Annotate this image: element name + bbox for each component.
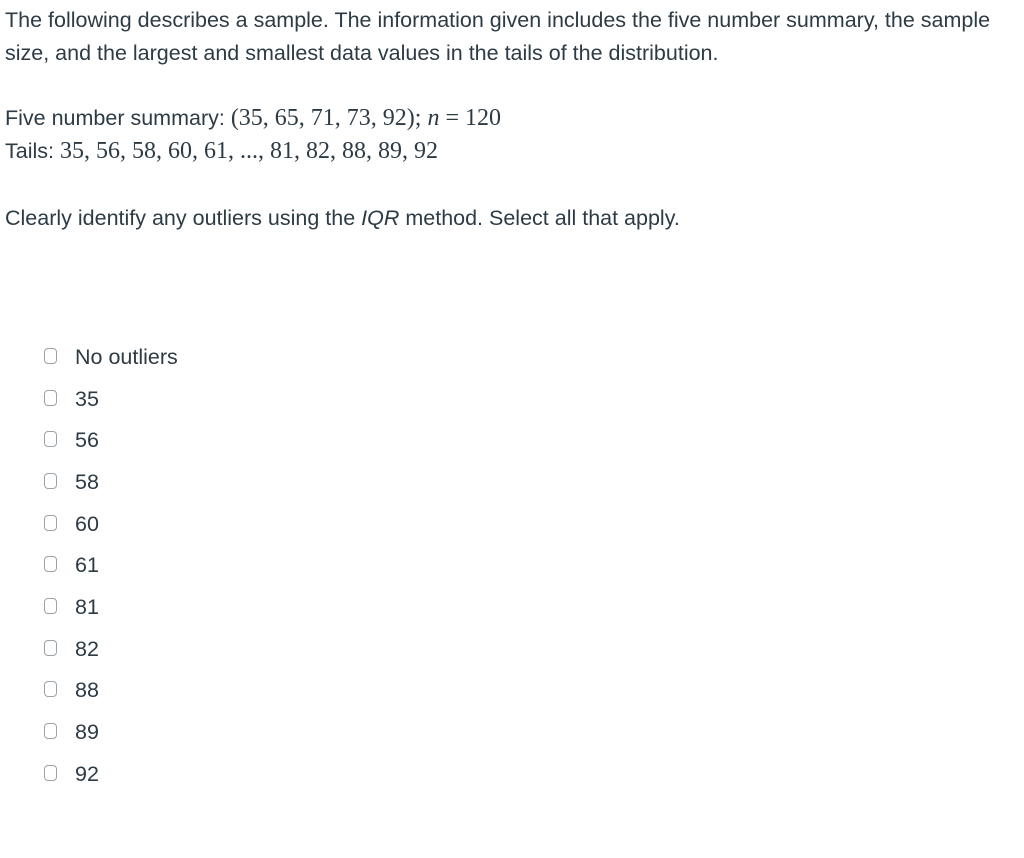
n-equals: = 120: [439, 105, 501, 131]
answer-label: 56: [75, 428, 99, 453]
answer-label: 58: [75, 469, 99, 494]
answer-option[interactable]: [44, 461, 178, 503]
checkbox[interactable]: [44, 681, 57, 697]
answer-label: 81: [75, 594, 99, 619]
checkbox[interactable]: [44, 473, 57, 489]
answer-option[interactable]: [44, 419, 178, 461]
instruction-suffix: method. Select all that apply.: [399, 206, 680, 230]
answer-label: 61: [75, 553, 99, 578]
answer-label: 92: [75, 761, 99, 786]
instruction-prefix: Clearly identify any outliers using the: [5, 206, 362, 230]
answer-option[interactable]: [44, 503, 178, 545]
five-number-label: Five number summary:: [5, 106, 231, 130]
tails-values: 35, 56, 58, 60, 61, ..., 81, 82, 88, 89, 92: [59, 138, 438, 164]
answer-option[interactable]: [44, 753, 178, 795]
checkbox[interactable]: [44, 765, 57, 781]
answer-list: [44, 336, 178, 795]
answer-option[interactable]: [44, 628, 178, 670]
instruction: [5, 202, 1005, 235]
answer-label: No outliers: [75, 344, 178, 369]
answer-label: 60: [75, 511, 99, 536]
instruction-iqr: IQR: [361, 206, 400, 230]
answer-option[interactable]: [44, 378, 178, 420]
tails-line: [5, 135, 1005, 168]
checkbox[interactable]: [44, 390, 57, 406]
answer-label: 88: [75, 678, 99, 703]
answer-option[interactable]: [44, 544, 178, 586]
checkbox[interactable]: [44, 515, 57, 531]
five-number-values: (35, 65, 71, 73, 92);: [230, 105, 422, 131]
answer-option[interactable]: [44, 336, 178, 378]
answer-label: 89: [75, 720, 99, 745]
checkbox[interactable]: [44, 348, 57, 364]
checkbox[interactable]: [44, 556, 57, 572]
answer-option[interactable]: [44, 711, 178, 753]
answer-label: 35: [75, 386, 99, 411]
five-number-summary: [5, 102, 1005, 135]
question-intro: The following describes a sample. The information given includes the five number summary, the sample size, and the largest and smallest data values in the tails of the distribution.: [5, 8, 991, 65]
answer-label: 82: [75, 636, 99, 661]
answer-option[interactable]: [44, 670, 178, 712]
summary-block: [5, 102, 1005, 168]
checkbox[interactable]: [44, 640, 57, 656]
checkbox[interactable]: [44, 431, 57, 447]
n-symbol: n: [427, 105, 440, 131]
tails-label: Tails:: [5, 139, 60, 163]
checkbox[interactable]: [44, 723, 57, 739]
answer-option[interactable]: [44, 586, 178, 628]
question-text: [5, 4, 1005, 235]
checkbox[interactable]: [44, 598, 57, 614]
